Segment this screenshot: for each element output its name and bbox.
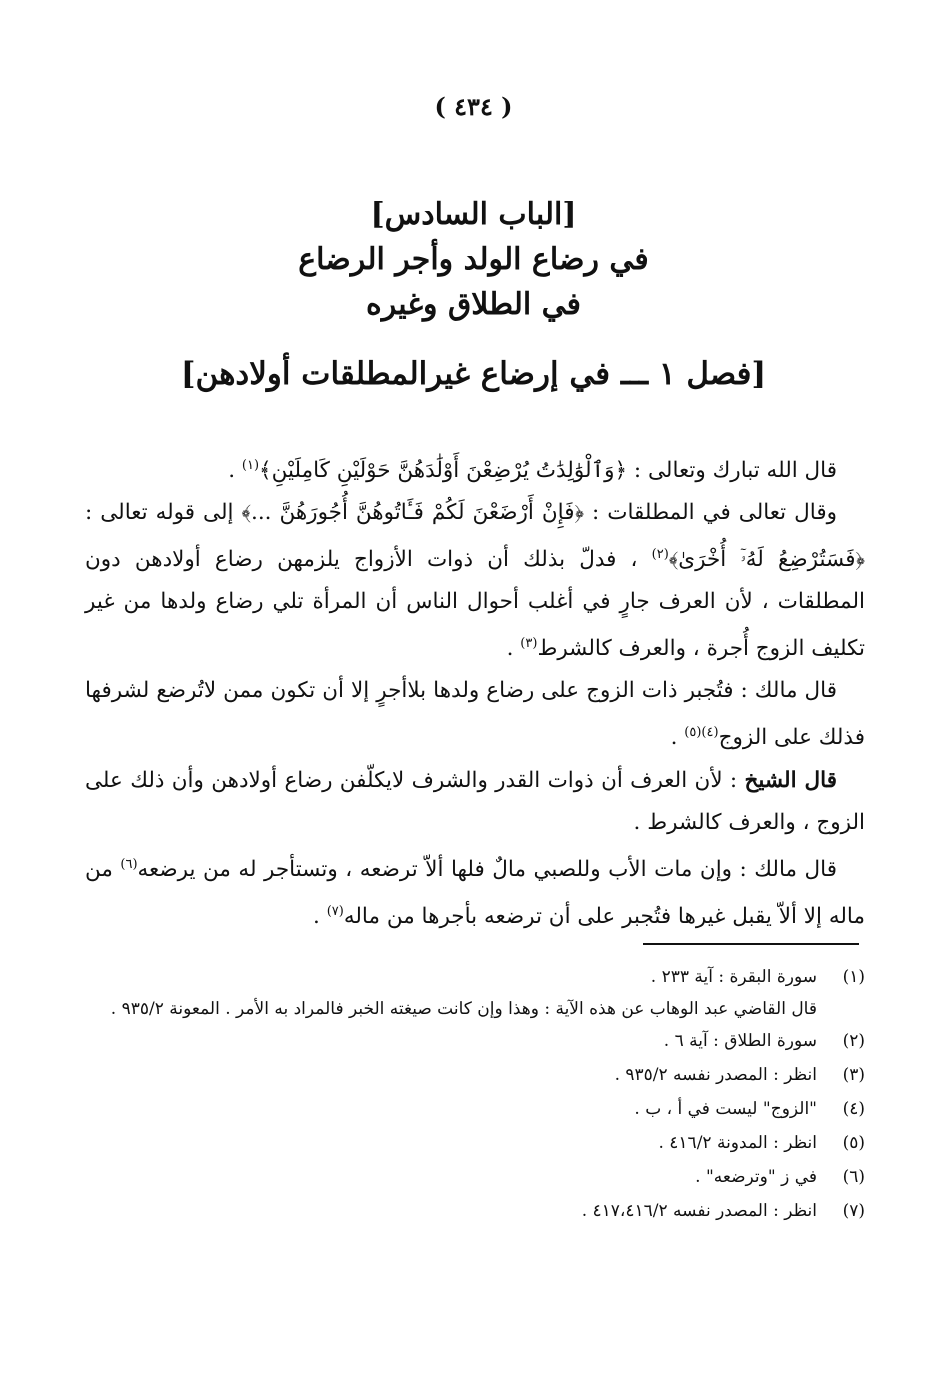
- body-text: [85, 445, 865, 938]
- paragraph-text: ، فدلّ بذلك أن ذوات الأزواج يلزمهن رضاع أولادهن دون المطلقات ، لأن العرف جارٍ في أغلب أحوال الناس أن المرأة تلي رضاع ولدها من غير تكليف الزوج أُجرة ، والعرف كالشرط: [85, 547, 865, 662]
- paragraph-4: [85, 760, 865, 844]
- chapter-title-line-1: [الباب السادس]: [370, 197, 577, 232]
- footnote-item: [85, 1196, 865, 1226]
- footnote-ref: (١): [241, 458, 260, 473]
- paragraph-text: قال الله تبارك وتعالى :: [627, 458, 837, 484]
- footnote-number: (٢): [842, 1031, 865, 1051]
- footnote-item: [85, 962, 865, 992]
- paragraph-text: .: [313, 903, 327, 929]
- footnote-number: (٧): [842, 1201, 865, 1221]
- footnote-ref: (٢): [651, 547, 669, 563]
- section-title: [فصل ١ ـــ في إرضاع غيرالمطلقات أولادهن]: [180, 356, 767, 392]
- paragraph-text: : لأن العرف أن ذوات القدر والشرف لايكلّفن رضاع أولادهن وأن ذلك على الزوج ، والعرف كالشرط .: [85, 767, 865, 835]
- footnote-item: [85, 1060, 865, 1090]
- footnotes: [85, 962, 865, 1230]
- paragraph-text: من ماله إلا ألاّ يقبل غيرها فتُجبر على أن ترضعه بأجرها من ماله: [85, 856, 865, 929]
- paragraph-text: قال مالك : وإن مات الأب وللصبي مالٌ فلها ألاّ ترضعه ، وتستأجر له من يرضعه: [137, 856, 837, 882]
- paragraph-text: .: [228, 458, 242, 484]
- paragraph-3: [85, 670, 865, 759]
- footnote-text: انظر : المصدر نفسه ٤١٧،٤١٦/٢ .: [581, 1201, 817, 1221]
- quran-verse: ﴿وَٱلْوَٰلِدَٰتُ يُرْضِعْنَ أَوْلَٰدَهُنَّ حَوْلَيْنِ كَامِلَيْنِ﴾: [259, 458, 628, 484]
- footnote-ref: (٤)(٥): [684, 725, 719, 741]
- footnote-number: (٥): [842, 1133, 865, 1153]
- quran-verse: ﴿فَإِنْ أَرْضَعْنَ لَكُمْ فَـَٔاتُوهُنَّ أُجُورَهُنَّ ...﴾: [241, 500, 585, 526]
- chapter-heading: [0, 192, 947, 327]
- footnote-divider: [643, 943, 859, 945]
- footnote-text: سورة الطلاق : آية ٦ .: [663, 1031, 817, 1051]
- footnote-item: [85, 1128, 865, 1158]
- chapter-title-line-2: في رضاع الولد وأجر الرضاع: [298, 242, 649, 277]
- footnote-number: (١): [842, 967, 865, 987]
- footnote-number: (٣): [842, 1065, 865, 1085]
- chapter-title-line-3: في الطلاق وغيره: [366, 287, 581, 322]
- footnote-number: (٦): [842, 1167, 865, 1187]
- footnote-text: سورة البقرة : آية ٢٣٣ .: [650, 967, 817, 987]
- paragraph-2: [85, 492, 865, 670]
- footnote-item: [85, 1094, 865, 1124]
- paragraph-text: .: [670, 725, 685, 751]
- footnote-ref: (٧): [326, 903, 344, 919]
- paragraph-text: إلى قوله تعالى :: [85, 500, 242, 526]
- footnote-text: انظر : المدونة ٤١٦/٢ .: [658, 1133, 817, 1153]
- footnote-item: [85, 1162, 865, 1192]
- paragraph-1: [85, 445, 865, 492]
- footnote-number: (٤): [842, 1099, 865, 1119]
- footnote-text: انظر : المصدر نفسه ٩٣٥/٢ .: [614, 1065, 817, 1085]
- paragraph-5: [85, 844, 865, 938]
- footnote-continuation: قال القاضي عبد الوهاب عن هذه الآية : وهذا وإن كانت صيغته الخبر فالمراد به الأمر . المعونة ٩٣٥/٢ .: [110, 999, 817, 1019]
- footnote-text: "الزوج" ليست في أ ، ب .: [634, 1099, 817, 1119]
- sheikh-lead: قال الشيخ: [744, 767, 837, 793]
- footnote-item: [85, 1026, 865, 1056]
- footnote-text: في ز "وترضعه" .: [695, 1167, 817, 1187]
- paragraph-text: .: [506, 636, 521, 662]
- quran-verse: ﴿فَسَتُرْضِعُ لَهُۥٓ أُخْرَىٰ﴾: [668, 547, 865, 573]
- page-number: ( ٤٣٤ ): [434, 92, 513, 121]
- footnote-ref: (٣): [520, 636, 538, 652]
- footnote-ref: (٦): [120, 856, 138, 872]
- paragraph-text: قال مالك : فتُجبر ذات الزوج على رضاع ولدها بلاأجرٍ إلا أن تكون ممن لاتُرضع لشرفها فذلك على الزوج: [85, 678, 865, 751]
- paragraph-text: وقال تعالى في المطلقات :: [584, 500, 837, 526]
